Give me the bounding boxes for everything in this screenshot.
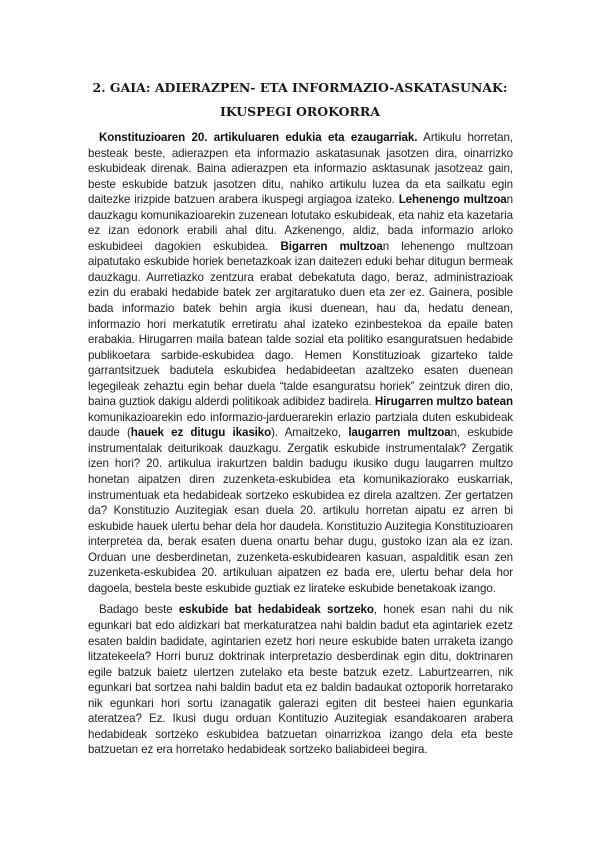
bold-heading: Konstituzioaren 20. artikuluaren edukia eta ezaugarriak. <box>99 131 418 144</box>
title-line-1: 2. GAIA: ADIERAZPEN- ETA INFORMAZIO-ASKATASUNAK: <box>92 80 508 95</box>
bold-term: Lehenengo multzoa <box>398 193 507 207</box>
text-run: n dauzkagu komunikazioarekin zuzenean lotutako eskubideak, eta nahiz eta kazetaria ez izan edonork erabili ahal ditu. Azkenengo, aldiz, bada informazio arloko eskubideei dagokien eskubidea. <box>88 193 514 253</box>
bold-term: eskubide bat hedabideak sortzeko <box>178 603 374 617</box>
text-run: , honek esan nahi du nik egunkari bat edo aldizkari bat merkaturatzea nahi baldin badut eta agintariek ezetz esaten baldin badidate, agintarien ezetz hori neure eskubide baten urraketa izango litzatekeela? Horri buruz doktrinak interpretazio desberdinak egin ditu, doktrinaren egile batzuk baietz ulertzen zutelako eta beste batzuk ezetz. Laburtzearren, nik egunkari bat sortzea nahi baldin badut eta ez baldin badaukat oztoporik horretarako nik egunkari hori sortu izanagatik galerazi egiten dit besteei haien egunkaria ateratzea? Ez. Ikusi dugu orduan Kontituzio Auzitegiak esandakoaren arabera hedabideak sortzeko eskubidea batzuetan oinarrizkoa izango dela eta beste batzuetan ez era horretako hedabideak sortzeko baliabideei begira. <box>88 603 514 757</box>
paragraph-2 <box>88 602 513 757</box>
paragraph-1 <box>88 130 513 596</box>
text-run: Badago beste <box>99 603 179 617</box>
bold-term: laugarren multzoa <box>348 426 451 440</box>
text-run: Artikulu horretan, besteak beste, adierazpen eta informazio askatasunak jasotzen dira, oinarrizko eskubideak direnak. Baina adierazpen eta informazio asktasunak jasotzeaz gain, beste eskubide batzuk jasotzen ditu, nahiko artikulu luzea da eta sailkatu egin daitezke irizpide batzuen arabera ikuspegi argiagoa izateko. <box>88 131 513 207</box>
document-body <box>88 130 513 758</box>
text-run: komunikazioarekin edo informazio-jarduerarekin erlazio partziala duten eskubideak daude ( <box>88 410 513 440</box>
text-run: n, eskubide instrumentalak deiturikoak dauzkagu. Zergatik eskubide instrumentalak? Zergatik izen hori? 20. artikulua irakurtzen baldin badugu ikusiko dugu laugarren multzo honetan aipatzen diren zuzenketa-eskubidea eta komunikaziorako euskarriak, instrumentuak eta hedabideak sortzeko eskubidea ez direla azaltzen. Zer gertatzen da? Konstituzio Auzitegiak esan duela 20. artikulu horretan aipatu ez arren bi eskubide hauek ulertu behar dela hor daudela. Konstituzio Auzitegia Konstituzioaren interpretea da, berak esaten duena onartu behar dugu, gustoko izan ala ez izan. Orduan une desberdinetan, zuzenketa-eskubidearen kasuan, aspalditik esan zen zuzenketa-eskubidea 20. artikuluan aipatzen ez bada ere, ulertu behar dela hor dagoela, bestela beste eskubide guztiak ez lirateke eskubide benetakoak izango. <box>88 426 514 595</box>
bold-term: hauek ez ditugu ikasiko <box>130 426 272 440</box>
bold-term: Hirugarren multzo batean <box>374 395 513 409</box>
title-line-2: IKUSPEGI OROKORRA <box>219 104 381 119</box>
text-run: n lehenengo multzoan aipatutako eskubide horiek benetazkoak izan daitezen eduki behar ditugun bermeak dauzkagu. Aurretiazko zentzura erabat debekatuta dago, beraz, administrazioak ezin du erabaki hedabide batek zer argitaratuko duen eta zer ez. Gainera, posible bada informazio batek behin argia ikusi duenean, hau da, hedatu denean, informazio hori merkatutik erretiratu ahal izateko ezinbestekoa da epaile baten erabakia. Hirugarren maila batean talde sozial eta politiko esanguratsuen hedabide publikoetara sarbide-eskubidea dago. Hemen Konstituzioak gizarteko talde garrantsitzuek badutela eskubidea hedabideetan azaltzeko esaten duenean legegileak zehaztu egin behar duela “talde esanguratsu horiek” zeintzuk diren dio, baina guztiok dakigu alderdi politikoak adibidez badirela. <box>88 239 513 409</box>
page-title <box>70 76 530 124</box>
bold-term: Bigarren multzoa <box>280 239 383 253</box>
text-run: ). Amaitzeko, <box>271 426 349 440</box>
